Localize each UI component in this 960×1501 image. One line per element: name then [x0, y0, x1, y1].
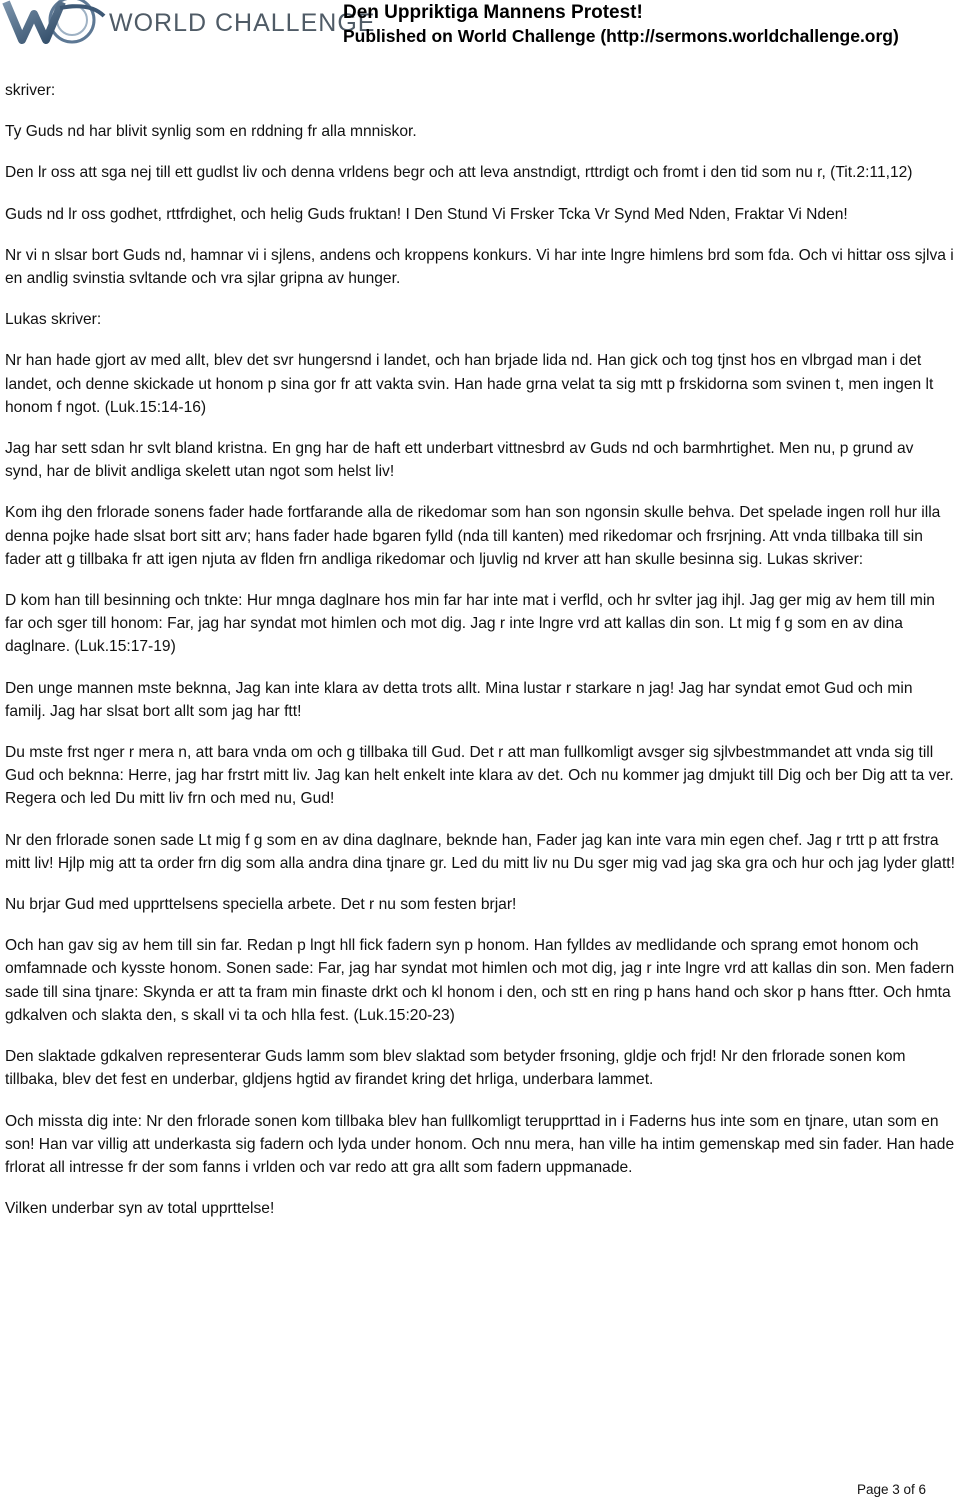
document-title: Den Uppriktiga Mannens Protest!	[343, 2, 643, 23]
paragraph: Nr han hade gjort av med allt, blev det svr hungersnd i landet, och han brjade lida nd. Han gick och tog tjnst hos en vlbrgad man i det landet, och denne skickade ut honom p sina gor fr att vakta svin. Han hade grna velat ta sig mtt p frskidorna som svinen t, men ingen lt honom f ngot. (Luk.15:14-16)	[5, 352, 934, 416]
paragraph: Den lr oss att sga nej till ett gudlst liv och denna vrldens begr och att leva anstndigt, rttrdigt och fromt i den tid som nu r, (Tit.2:11,12)	[5, 164, 913, 182]
paragraph: Och missta dig inte: Nr den frlorade sonen kom tillbaka blev han fullkomligt terupprttad in i Faderns hus inte som en tjnare, utan som en son! Han var villig att underkasta sig fadern och lyda under honom. Och nnu mera, han ville ha intim gemenskap med sin fader. Han hade frlorat all intresse fr der som fanns i vrlden och var redo att gra allt som fadern uppmanade.	[5, 1112, 955, 1176]
paragraph: Jag har sett sdan hr svlt bland kristna. En gng har de haft ett underbart vittnesbrd av Guds nd och barmhrtighet. Men nu, p grund av synd, har de blivit andliga skelett utan ngot som helst liv!	[5, 440, 914, 481]
paragraph: Nr den frlorade sonen sade Lt mig f g som en av dina daglnare, beknde han, Fader jag kan inte vara min egen chef. Jag r trtt p att frstra mitt liv! Hjlp mig att ta order frn dig som alla andra dina tjnare gr. Led du mitt liv nu Du sger mig vad jag ska gra och hur och jag lyder glatt!	[5, 831, 955, 872]
paragraph: Den unge mannen mste beknna, Jag kan inte klara av detta trots allt. Mina lustar r starkare n jag! Jag har syndat emot Gud och min familj. Jag har slsat bort allt som jag har ftt!	[5, 679, 913, 720]
world-challenge-logo	[0, 0, 376, 48]
paragraph: Du mste frst nger r mera n, att bara vnda om och g tillbaka till Gud. Det r att man fullkomligt avsger sig sjlvbestmmandet att vnda sig till Gud och beknna: Herre, jag har frstrt mitt liv. Jag kan helt enkelt inte klara av det. Och nu kommer jag dmjukt till Dig och ber Dig att ta ver. Regera och led Du mitt liv frn och med nu, Gud!	[5, 744, 954, 808]
globe-w-icon	[0, 0, 110, 48]
logo-wordmark: WORLD CHALLENGE	[109, 9, 376, 37]
paragraph: Lukas skriver:	[5, 311, 102, 329]
page-number: Page 3 of 6	[856, 1482, 926, 1497]
paragraph: Nu brjar Gud med upprttelsens speciella arbete. Det r nu som festen brjar!	[5, 896, 517, 914]
page-header	[0, 0, 960, 50]
paragraph: Ty Guds nd har blivit synlig som en rddning fr alla mnniskor.	[5, 123, 417, 141]
paragraph: Kom ihg den frlorade sonens fader hade fortfarande alla de rikedomar som han son ngonsin skulle behva. Det spelade ingen roll hur illa denna pojke hade slsat bort sitt arv; hans fader hade bgaren fylld (nda till kanten) med rikedomar och frsrjning. Att vnda tillbaka till sin fader att g tillbaka fr att igen njuta av flden frn andliga rikedomar och ljuvlig nd krver att han skulle besinna sig. Lukas skriver:	[5, 504, 941, 568]
article-body	[5, 79, 955, 1238]
paragraph: Guds nd lr oss godhet, rttfrdighet, och helig Guds fruktan! I Den Stund Vi Frsker Tcka Vr Synd Med Nden, Fraktar Vi Nden!	[5, 205, 848, 223]
paragraph: skriver:	[5, 82, 56, 99]
paragraph: Den slaktade gdkalven representerar Guds lamm som blev slaktad som betyder frsoning, gldje och frjd! Nr den frlorade sonen kom tillbaka, blev det fest en underbar, gldjens hgtid av firandet kring det hrliga, underbara lammet.	[5, 1048, 906, 1089]
published-source: Published on World Challenge (http://sermons.worldchallenge.org)	[343, 26, 899, 46]
paragraph: Vilken underbar syn av total upprttelse!	[5, 1200, 275, 1218]
paragraph: D kom han till besinning och tnkte: Hur mnga daglnare hos min far har inte mat i verfld, och hr svlter jag ihjl. Jag ger mig av hem till min far och sger till honom: Far, jag har syndat mot himlen och mot dig. Jag r inte lngre vrd att kallas din son. Lt mig f g som en av dina daglnare. (Luk.15:17-19)	[5, 592, 935, 656]
paragraph: Och han gav sig av hem till sin far. Redan p lngt hll fick fadern syn p honom. Han fylldes av medlidande och sprang emot honom och omfamnade och kysste honom. Sonen sade: Far, jag har syndat mot himlen och mot dig, jag r inte lngre vrd att kallas din son. Men fadern sade till sina tjnare: Skynda er att ta fram min finaste drkt och kl honom i den, och stt en ring p hans hand och skor p hans ftter. Och hmta gdkalven och slakta den, s skall vi ta och hlla fest. (Luk.15:20-23)	[5, 937, 955, 1024]
paragraph: Nr vi n slsar bort Guds nd, hamnar vi i sjlens, andens och kroppens konkurs. Vi har inte lngre himlens brd som fda. Och vi hittar oss sjlva i en andlig svinstia svltande och vra sjlar gripna av hunger.	[5, 246, 954, 288]
